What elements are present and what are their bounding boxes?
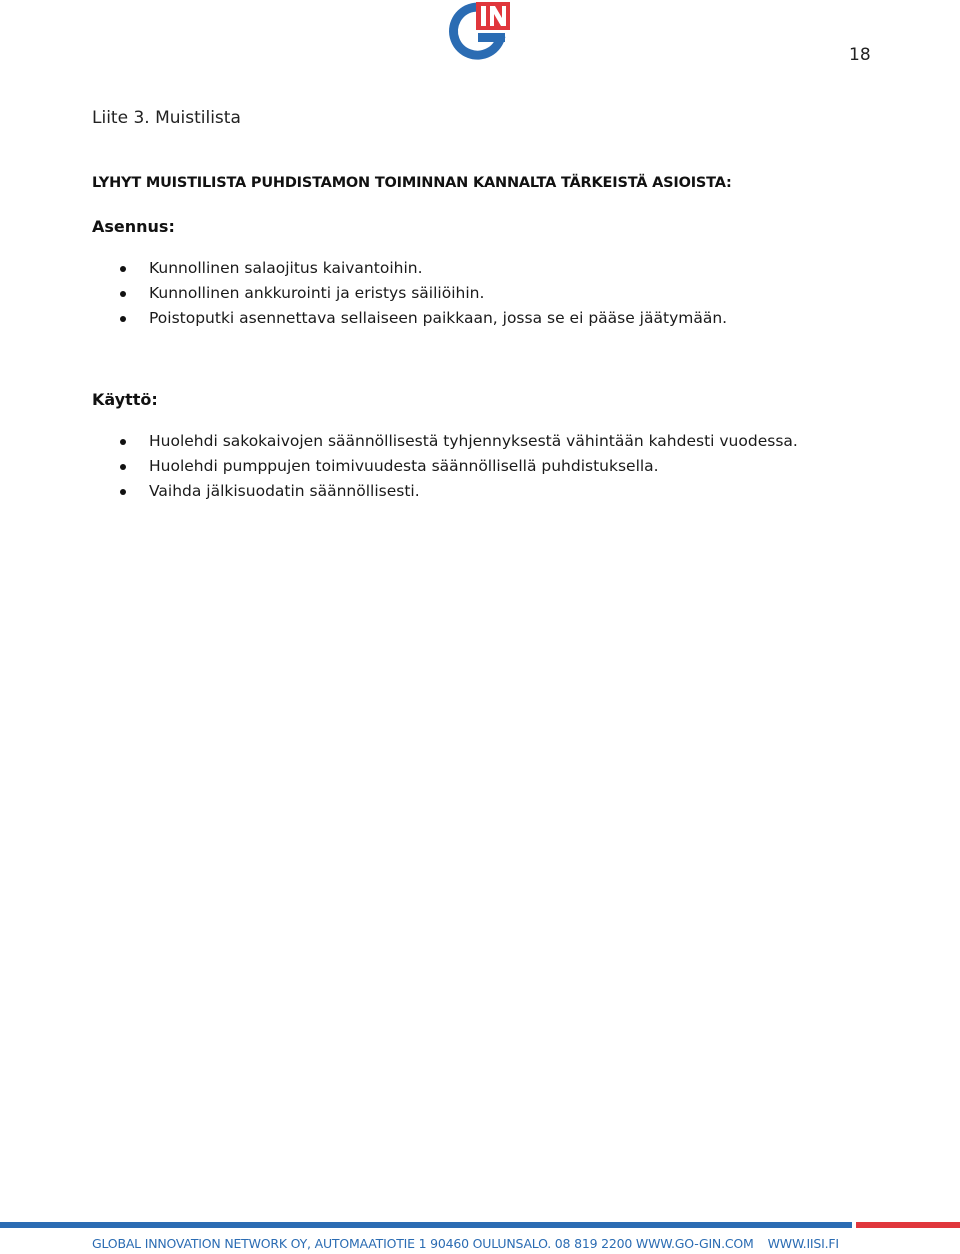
footer-website-link[interactable]: WWW.IISI.FI xyxy=(767,1236,839,1251)
list-item-text: Kunnollinen salaojitus kaivantoihin. xyxy=(149,259,423,277)
list-item-text: Huolehdi pumppujen toimivuudesta säännöllisellä puhdistuksella. xyxy=(149,457,659,475)
list-item-text: Poistoputki asennettava sellaiseen paikkaan, jossa se ei pääse jäätymään. xyxy=(149,309,728,327)
bullet-icon xyxy=(120,439,126,445)
company-logo xyxy=(448,0,512,64)
footer-divider-blue xyxy=(0,1222,852,1228)
footer-address: GLOBAL INNOVATION NETWORK OY, AUTOMAATIOTIE 1 90460 OULUNSALO. 08 819 2200 WWW.GO-GIN.COM xyxy=(92,1236,754,1251)
footer xyxy=(92,1236,839,1251)
appendix-title: Liite 3. Muistilista xyxy=(92,108,241,128)
section-heading-asennus: Asennus: xyxy=(92,217,175,236)
bullet-icon xyxy=(120,266,126,272)
footer-divider-red xyxy=(856,1222,960,1228)
bullet-icon xyxy=(120,291,126,297)
list-item-text: Huolehdi sakokaivojen säännöllisestä tyhjennyksestä vähintään kahdesti vuodessa. xyxy=(149,432,798,450)
main-heading: LYHYT MUISTILISTA PUHDISTAMON TOIMINNAN KANNALTA TÄRKEISTÄ ASIOISTA: xyxy=(92,175,732,191)
list-item-text: Kunnollinen ankkurointi ja eristys säiliöihin. xyxy=(149,284,485,302)
bullet-icon xyxy=(120,464,126,470)
page-number: 18 xyxy=(849,45,871,65)
section-heading-kaytto: Käyttö: xyxy=(92,390,158,409)
list-item-text: Vaihda jälkisuodatin säännöllisesti. xyxy=(149,482,420,500)
bullet-icon xyxy=(120,316,126,322)
bullet-icon xyxy=(120,489,126,495)
